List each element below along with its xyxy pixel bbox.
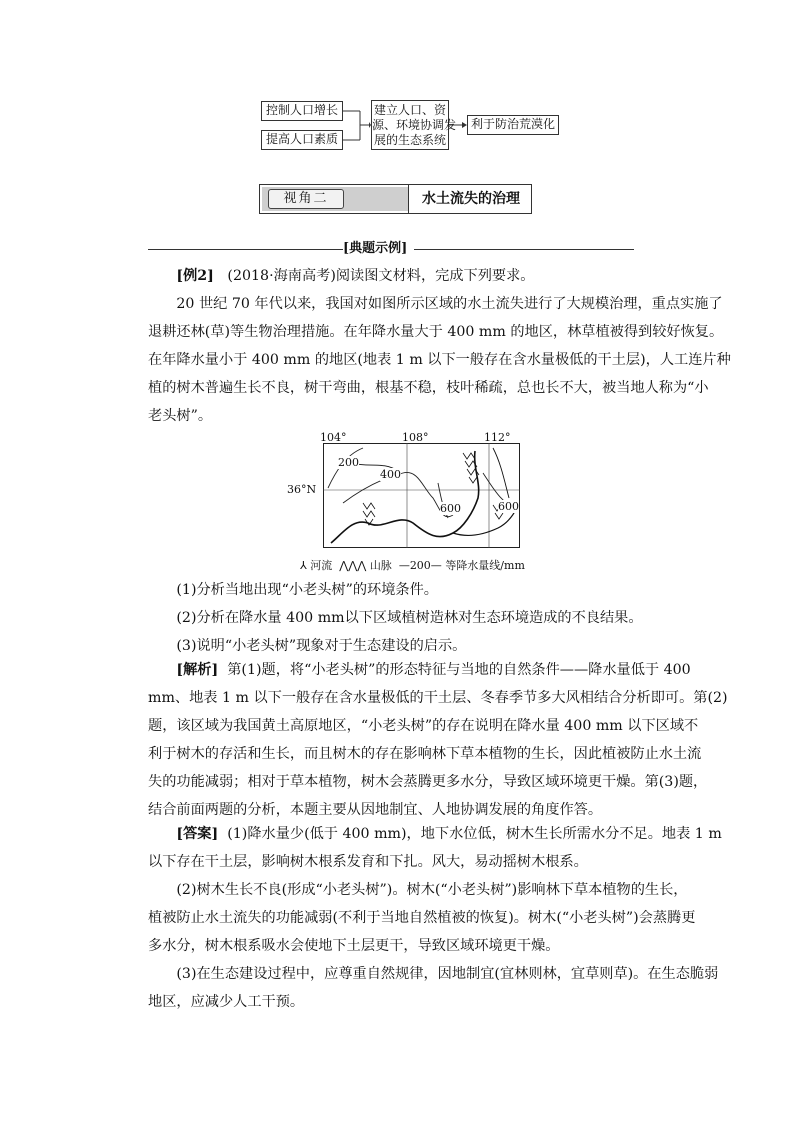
map-legend — [300, 557, 525, 573]
material-line: 在年降水量小于 400 mm 的地区(地表 1 m 以下一般存在含水量极低的干土层)，人工连片种 — [148, 352, 731, 368]
material-line: 植的树木普遍生长不良，树干弯曲，根基不稳，枝叶稀疏，总也长不大，被当地人称为“小 — [148, 380, 709, 396]
legend-river: 河流 — [310, 559, 333, 572]
material-line: 老头树”。 — [148, 408, 213, 424]
analysis-line: 失的功能减弱；相对于草本植物，树木会蒸腾更多水分，导致区域环境更干燥。第(3)题， — [148, 774, 708, 790]
flow-box-improve-quality: 提高人口素质 — [261, 130, 343, 150]
lon-label-104: 104° — [320, 431, 347, 444]
analysis-line: 第(1)题，将“小老头树”的形态特征与当地的自然条件——降水量低于 400 — [227, 662, 691, 678]
example-instruction: 阅读图文材料，完成下列要求。 — [335, 268, 535, 284]
answer-line: (2)树木生长不良(形成“小老头树”)。树木(“小老头树”)影响林下草本植物的生长， — [176, 882, 688, 898]
flow-box-control-population: 控制人口增长 — [261, 101, 343, 121]
question-item: (2)分析在降水量 400 mm以下区域植树造林对生态环境造成的不良结果。 — [176, 610, 643, 626]
legend-mountain: 山脉 — [369, 559, 392, 572]
analysis-first-line — [148, 656, 691, 684]
flow-box-line: 源、环境协调发 — [372, 118, 457, 132]
example-source: (2018·海南高考) — [227, 268, 336, 284]
answer-line: 植被防止水土流失的功能减弱(不利于当地自然植被的恢复)。树木(“小老头树”)会蒸腾更 — [148, 910, 696, 926]
answer-line: 以下存在干土层，影响树木根系发育和下扎。风大，易动摇树木根系。 — [148, 854, 588, 870]
answer-block — [148, 820, 722, 1016]
example-block — [148, 262, 731, 430]
section-title: 水土流失的治理 — [422, 191, 520, 207]
lon-label-108: 108° — [402, 431, 429, 444]
flow-arrows — [340, 100, 475, 155]
questions-block — [148, 576, 648, 660]
mountain-icon: ⋀⋀⋀ — [339, 559, 367, 572]
question-item: (3)说明“小老头树”现象对于生态建设的启示。 — [176, 638, 467, 654]
answer-line: 多水分，树木根系吸水会使地下土层更干，导致区域环境更干燥。 — [148, 938, 560, 954]
example-header — [148, 262, 648, 290]
material-line: 20 世纪 70 年代以来，我国对如图所示区域的水土流失进行了大规模治理，重点实施了 — [176, 296, 723, 312]
legend-isoline: 等降水量线/mm — [445, 559, 525, 572]
material-line: 退耕还林(草)等生物治理措施。在年降水量大于 400 mm 的地区，林草植被得到较好恢复。 — [148, 324, 724, 340]
answer-first-line — [148, 820, 722, 848]
answer-label: [答案] — [176, 826, 219, 842]
analysis-label: [解析] — [176, 662, 219, 678]
divider-label: [典题示例] — [343, 241, 408, 256]
section-tag: 视角二 — [268, 189, 344, 209]
analysis-line: mm、地表 1 m 以下一般存在含水量极低的干土层、冬春季节多大风相结合分析即可。第(2) — [148, 690, 728, 706]
section-header — [259, 184, 532, 214]
lon-label-112: 112° — [484, 431, 511, 444]
legend-isoline-sample: —200— — [398, 559, 442, 572]
example-label: [例2] — [176, 268, 214, 284]
answer-line: (3)在生态建设过程中，应尊重自然规律，因地制宜(宜林则林，宜草则草)。在生态脆弱 — [176, 966, 719, 982]
analysis-line: 结合前面两题的分析，本题主要从因地制宜、人地协调发展的角度作答。 — [148, 802, 603, 818]
flow-box-line: 展的生态系统 — [373, 133, 446, 147]
isoline-label: 200 — [338, 456, 359, 469]
flow-box-line: 建立人口、资 — [373, 103, 446, 117]
question-item: (1)分析当地出现“小老头树”的环境条件。 — [176, 582, 438, 598]
flow-box-desertification: 利于防治荒漠化 — [467, 115, 559, 135]
answer-line: 地区，应减少人工干预。 — [148, 994, 305, 1010]
answer-line: (1)降水量少(低于 400 mm)，地下水位低，树木生长所需水分不足。地表 1 m — [227, 826, 722, 842]
analysis-line: 利于树木的存活和生长，而且树木的存在影响林下草本植物的生长，因此植被防止水土流 — [148, 746, 702, 762]
isoline-label: 400 — [380, 468, 401, 481]
analysis-block — [148, 656, 728, 824]
analysis-line: 题，该区域为我国黄土高原地区，“小老头树”的存在说明在降水量 400 mm 以下区域不 — [148, 718, 699, 734]
river-icon: ⅄ — [300, 559, 307, 572]
lat-label-36n: 36°N — [287, 483, 317, 496]
isoline-label: 600 — [440, 502, 461, 515]
isoline-label: 600 — [498, 500, 519, 513]
